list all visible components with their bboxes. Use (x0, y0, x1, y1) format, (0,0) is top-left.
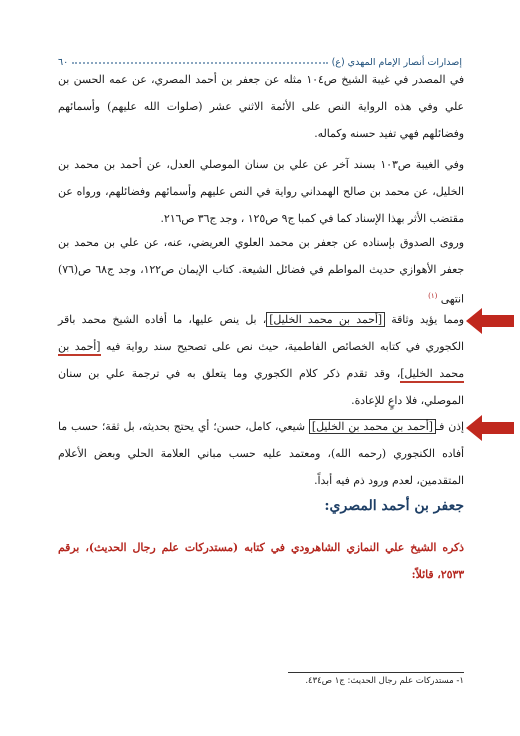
section-title: جعفر بن أحمد المصري: (324, 498, 464, 514)
footnote: ١- مستدركات علم رجال الحديث: ج١ ص٤٣٤. (305, 676, 464, 686)
paragraph-1-text: في المصدر في غيبة الشيخ ص١٠٤ مثله عن جعفر بن أحمد المصري، عن عمه الحسن بن علي وفي هذه الرواية النص على الأئمة الاثني عشر (صلوات الله عليهم) وأسمائهم وفضائلهم فهي تفيد حسنه وكماله. (58, 73, 464, 140)
header-title: إصدارات أنصار الإمام المهدي (ع) (331, 57, 462, 68)
paragraph-3-text (58, 229, 464, 313)
paragraph-3 (58, 229, 464, 313)
paragraph-4-part-c: ، وقد تقدم ذكر كلام الكجوري وما يتعلق به في ترجمة علي بن سنان الموصلي، فلا داعٍ للإعادة. (58, 367, 464, 407)
paragraph-4 (58, 306, 464, 414)
paragraph-2-text: وفي الغيبة ص١٠٣ بسند آخر عن علي بن سنان الموصلي العدل، عن أحمد بن محمد بن الخليل، عن محمد بن صالح الهمداني رواية في النص عليهم وأسمائهم وفضائلهم، ورواه عن مقتضب الأثر بهذا الإسناد كما في كمبا ج٩ ص١٢٥ ، وجد ج٣٦ ص٢١٦. (58, 158, 464, 225)
paragraph-5-text (58, 413, 464, 494)
paragraph-4-part-a: ومما يؤيد وثاقة (391, 313, 464, 326)
paragraph-5-part-b: شيعي، كامل، حسن؛ أي يحتج بحديثه، بل ثقة؛ حسب ما أفاده الكنجوري (رحمه الله)، ومعتمد عليه حسب مباني العلامة الحلي وبعض الأعلام المتقدمين، لعدم ورود ذم فيه أبداً. (58, 420, 464, 487)
paragraph-2 (58, 151, 464, 232)
paragraph-5 (58, 413, 464, 494)
highlighted-name-3: [أحمد بن محمد بن الخليل] (309, 419, 436, 434)
paragraph-5-part-a: إذن فـ (435, 420, 464, 433)
header-dotted-leader (72, 62, 327, 64)
paragraph-4-part-b: ، بل ينص عليها، ما أفاده الشيخ محمد باقر الكجوري في كتابه الخصائص الفاطمية، حيث نص على تصحيح سند رواية فيه (58, 313, 464, 353)
arrow-pointer-icon (466, 308, 514, 334)
footnote-divider (288, 672, 464, 673)
paragraph-1 (58, 66, 464, 147)
paragraph-4-text (58, 306, 464, 414)
arrow-pointer-icon (466, 415, 514, 441)
paragraph-3-body: وروى الصدوق بإسناده عن جعفر بن محمد العلوي العريضي، عنه، عن علي بن محمد بن جعفر الأهوازي حديث المواطم في فضائل الشيعة. كتاب الإيمان ص١٢٢، وجد ج٦٨ ص(٧٦) انتهى (58, 236, 464, 306)
red-paragraph-text: ذكره الشيخ علي النمازي الشاهرودي في كتابه (مستدركات علم رجال الحديث)، برقم ٢٥٣٣، قائلاً: (58, 541, 464, 581)
red-paragraph (58, 534, 464, 588)
highlighted-name-2: [أحمد بن محمد الخليل] (58, 340, 464, 383)
highlighted-name-1: [أحمد بن محمد الخليل] (266, 312, 385, 327)
page-number: ٦٠ (58, 57, 69, 68)
footnote-reference[interactable]: (١) (428, 292, 438, 300)
